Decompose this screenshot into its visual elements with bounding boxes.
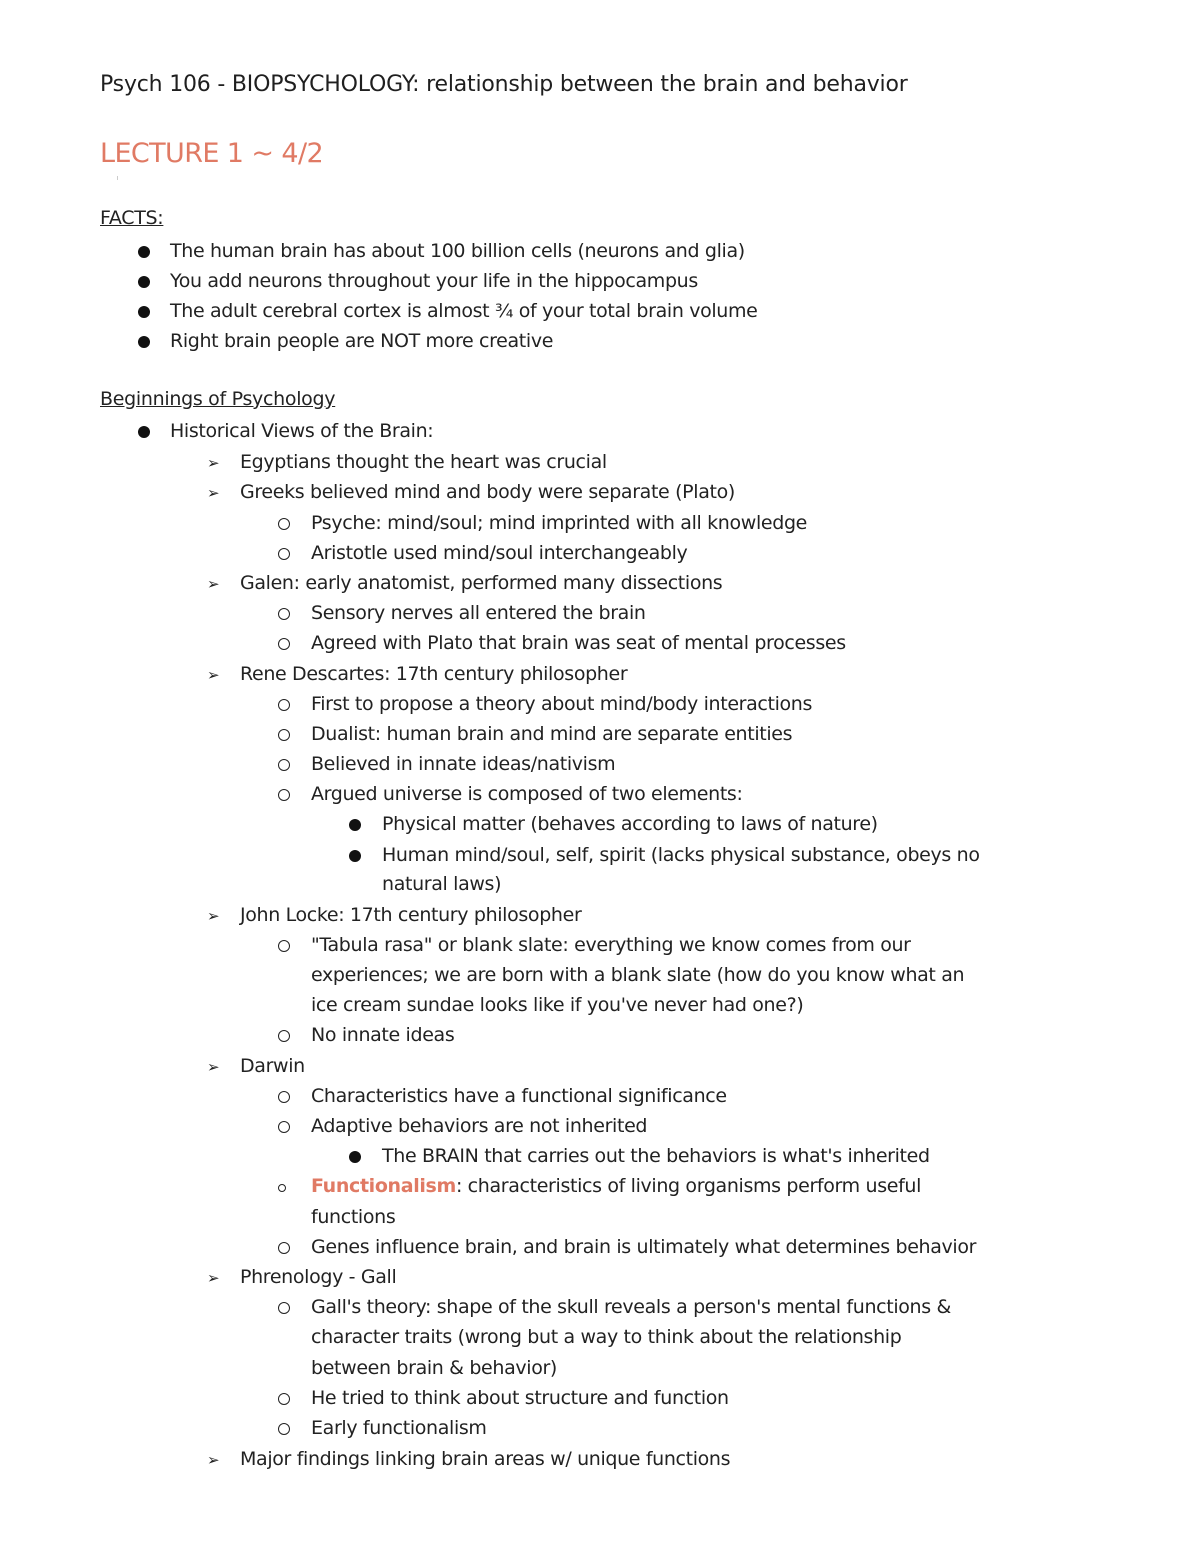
circle-bullet-icon <box>278 1383 290 1413</box>
list-item-continuation: natural laws) <box>382 873 502 895</box>
circle-bullet-icon <box>278 1020 290 1050</box>
list-item: Genes influence brain, and brain is ultimately what determines behavior <box>311 1236 977 1258</box>
arrow-bullet-icon: ➢ <box>207 1269 220 1287</box>
fact-item: You add neurons throughout your life in the hippocampus <box>170 270 698 292</box>
list-item: The BRAIN that carries out the behaviors is what's inherited <box>382 1145 930 1167</box>
list-item: "Tabula rasa" or blank slate: everything we know comes from our <box>311 934 911 956</box>
circle-bullet-icon <box>278 1292 290 1322</box>
list-item-continuation: between brain & behavior) <box>311 1357 557 1379</box>
circle-bullet-icon <box>278 779 290 809</box>
arrow-bullet-icon: ➢ <box>207 484 220 502</box>
arrow-bullet-icon: ➢ <box>207 666 220 684</box>
list-item: Egyptians thought the heart was crucial <box>240 451 607 473</box>
list-item: Rene Descartes: 17th century philosopher <box>240 663 628 685</box>
circle-bullet-icon <box>278 1413 290 1443</box>
circle-bullet-icon <box>278 749 290 779</box>
bullet-dot-icon <box>138 266 150 296</box>
list-item: Major findings linking brain areas w/ unique functions <box>240 1448 731 1470</box>
list-item: He tried to think about structure and function <box>311 1387 729 1409</box>
list-item: John Locke: 17th century philosopher <box>240 904 582 926</box>
bullet-dot-icon <box>138 326 150 356</box>
list-item: Believed in innate ideas/nativism <box>311 753 616 775</box>
list-item: Historical Views of the Brain: <box>170 420 434 442</box>
list-item: Physical matter (behaves according to laws of nature) <box>382 813 878 835</box>
beginnings-heading: Beginnings of Psychology <box>100 388 336 410</box>
list-item <box>311 1171 921 1201</box>
circle-bullet-icon <box>278 930 290 960</box>
circle-bullet-icon <box>278 1111 290 1141</box>
circle-bullet-icon <box>278 508 290 538</box>
bullet-dot-icon <box>138 416 150 446</box>
list-item: Early functionalism <box>311 1417 487 1439</box>
list-item: Argued universe is composed of two elements: <box>311 783 743 805</box>
fact-item: The human brain has about 100 billion cells (neurons and glia) <box>170 240 745 262</box>
list-item: Agreed with Plato that brain was seat of mental processes <box>311 632 846 654</box>
bullet-dot-icon <box>349 840 361 870</box>
circle-bullet-icon <box>278 598 290 628</box>
list-item: Galen: early anatomist, performed many dissections <box>240 572 723 594</box>
list-item: Sensory nerves all entered the brain <box>311 602 646 624</box>
facts-heading: FACTS: <box>100 207 164 229</box>
list-item-continuation: character traits (wrong but a way to think about the relationship <box>311 1326 902 1348</box>
fact-item: Right brain people are NOT more creative <box>170 330 554 352</box>
list-item: Greeks believed mind and body were separate (Plato) <box>240 481 735 503</box>
list-item: Gall's theory: shape of the skull reveals a person's mental functions & <box>311 1296 951 1318</box>
arrow-bullet-icon: ➢ <box>207 907 220 925</box>
fact-item: The adult cerebral cortex is almost ¾ of your total brain volume <box>170 300 758 322</box>
functionalism-term: Functionalism <box>311 1175 456 1197</box>
list-item: Phrenology - Gall <box>240 1266 397 1288</box>
list-item-continuation: ice cream sundae looks like if you've never had one?) <box>311 994 804 1016</box>
list-item: First to propose a theory about mind/body interactions <box>311 693 813 715</box>
list-item: No innate ideas <box>311 1024 455 1046</box>
bullet-dot-icon <box>138 296 150 326</box>
circle-bullet-icon <box>278 628 290 658</box>
list-item: Adaptive behaviors are not inherited <box>311 1115 648 1137</box>
list-item: Dualist: human brain and mind are separate entities <box>311 723 793 745</box>
list-item-continuation: experiences; we are born with a blank slate (how do you know what an <box>311 964 965 986</box>
functionalism-definition: : characteristics of living organisms perform useful <box>455 1175 922 1197</box>
small-circle-bullet-icon <box>278 1171 286 1201</box>
circle-bullet-icon <box>278 1081 290 1111</box>
bullet-dot-icon <box>349 809 361 839</box>
bullet-dot-icon <box>138 236 150 266</box>
arrow-bullet-icon: ➢ <box>207 575 220 593</box>
list-item: Aristotle used mind/soul interchangeably <box>311 542 688 564</box>
arrow-bullet-icon: ➢ <box>207 454 220 472</box>
circle-bullet-icon <box>278 1232 290 1262</box>
list-item: Characteristics have a functional significance <box>311 1085 727 1107</box>
list-item: Psyche: mind/soul; mind imprinted with all knowledge <box>311 512 807 534</box>
circle-bullet-icon <box>278 689 290 719</box>
arrow-bullet-icon: ➢ <box>207 1058 220 1076</box>
cursor-mark <box>117 176 118 180</box>
list-item: Human mind/soul, self, spirit (lacks physical substance, obeys no <box>382 844 980 866</box>
circle-bullet-icon <box>278 719 290 749</box>
arrow-bullet-icon: ➢ <box>207 1451 220 1469</box>
page-title: Psych 106 - BIOPSYCHOLOGY: relationship between the brain and behavior <box>100 72 908 97</box>
list-item-continuation: functions <box>311 1206 396 1228</box>
lecture-heading: LECTURE 1 ~ 4/2 <box>100 138 324 169</box>
list-item: Darwin <box>240 1055 305 1077</box>
bullet-dot-icon <box>349 1141 361 1171</box>
circle-bullet-icon <box>278 538 290 568</box>
